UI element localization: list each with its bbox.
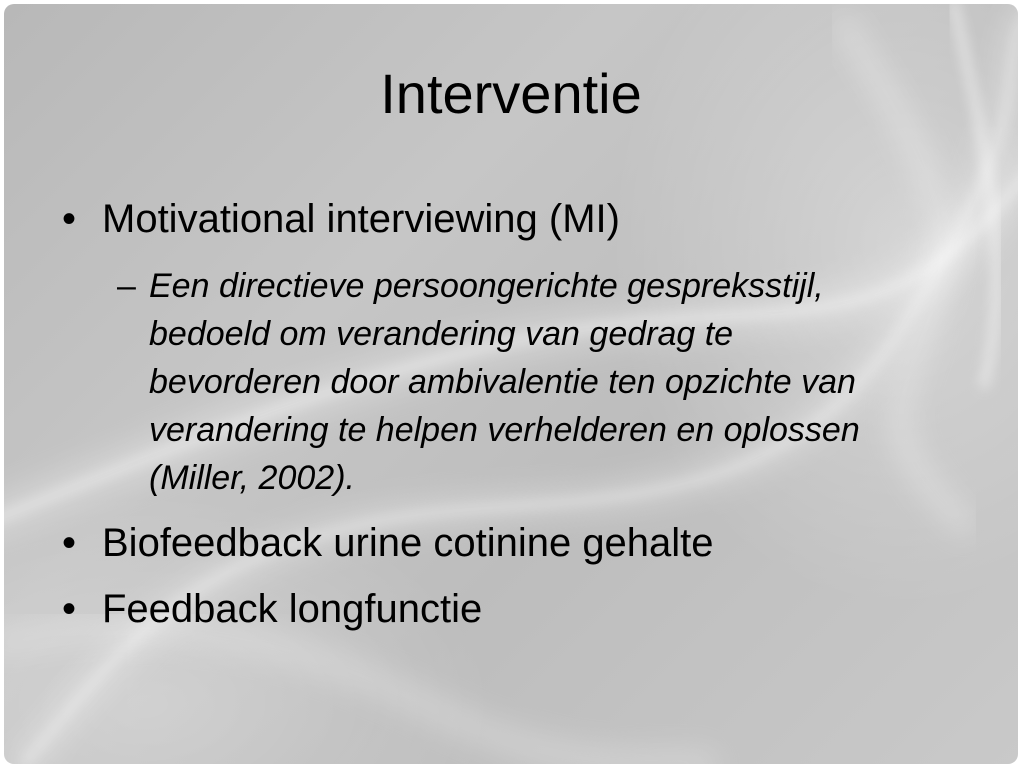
slide-title: Interventie [380,62,642,125]
bullet-text: Motivational interviewing (MI) [102,197,620,241]
bullet-item-longfunctie [62,586,962,632]
bullet-text: Feedback longfunctie [102,587,483,631]
sub-bullet-marker: – [117,267,136,305]
bullet-text: Biofeedback urine cotinine gehalte [102,521,714,565]
sub-bullet-mi-definition [62,262,909,502]
bullet-item-mi [62,196,962,242]
bullet-marker: • [62,197,77,241]
bullet-list [62,196,962,652]
slide [4,4,1018,764]
sub-bullet-text: Een directieve persoongerichte gespreksstijl, bedoeld om verandering van gedrag te bevorderen door ambivalentie ten opzichte van verandering te helpen verhelderen en oplossen (Miller, 2002). [149,267,860,497]
bullet-marker: • [62,587,77,631]
bullet-marker: • [62,521,77,565]
bullet-item-biofeedback [62,520,962,566]
